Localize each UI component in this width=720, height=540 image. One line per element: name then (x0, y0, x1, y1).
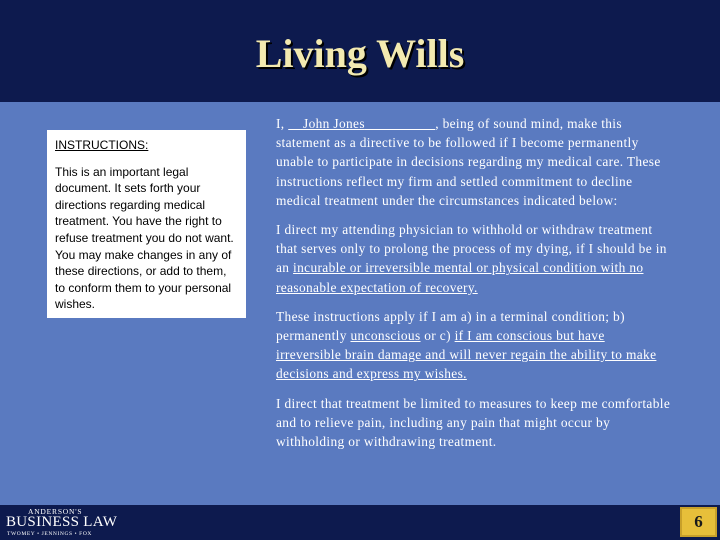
declarant-name: John Jones (303, 116, 365, 131)
conditions-prefix: These instructions apply if I am a) in a terminal condition; b) permanently (276, 308, 625, 344)
slide-title: Living Wills (255, 31, 465, 76)
intro-paragraph (276, 114, 671, 210)
logo-top-text: ANDERSON'S (28, 507, 83, 516)
living-will-statement (276, 114, 671, 461)
publisher-logo (6, 507, 116, 537)
instructions-body: This is an important legal document. It sets forth your directions regarding medical treatment. You have the right to refuse treatment you do not want. You may make changes in any of these directions, or add to them, to conform them to your personal wishes. (55, 164, 234, 312)
conditions-unconscious: unconscious (350, 328, 421, 344)
comfort-paragraph: I direct that treatment be limited to measures to keep me comfortable and to relieve pain, including any pain that might occur by withholding or withdrawing treatment. (276, 395, 671, 450)
conditions-middle: or c) (420, 328, 455, 344)
intro-suffix: , being of sound mind, make this statement as a directive to be followed if I become permanently unable to participate in decisions regarding my medical care. These instructions reflect my firm and settled commitment to decline medical treatment under the circumstances indicated below: (276, 116, 661, 208)
conditions-brain-damage: if I am conscious but have irreversible brain damage and will never regain the ability to make decisions and express my wishes. (276, 328, 657, 382)
directive-condition: incurable or irreversible mental or physical condition with no reasonable expectation of recovery. (276, 260, 644, 295)
page-number-badge: 6 (680, 507, 717, 537)
logo-authors-text: TWOMEY • JENNINGS • FOX (7, 531, 92, 537)
instructions-box (47, 130, 246, 318)
declarant-name-field (288, 116, 435, 131)
directive-prefix: I direct my attending physician to withhold or withdraw treatment that serves only to prolong the process of my dying, if I should be in an (276, 222, 667, 276)
directive-paragraph (276, 220, 671, 297)
conditions-paragraph (276, 307, 671, 384)
intro-prefix: I, (276, 116, 289, 131)
instructions-heading: INSTRUCTIONS: (55, 138, 149, 152)
logo-main-text: BUSINESS LAW (6, 514, 118, 530)
